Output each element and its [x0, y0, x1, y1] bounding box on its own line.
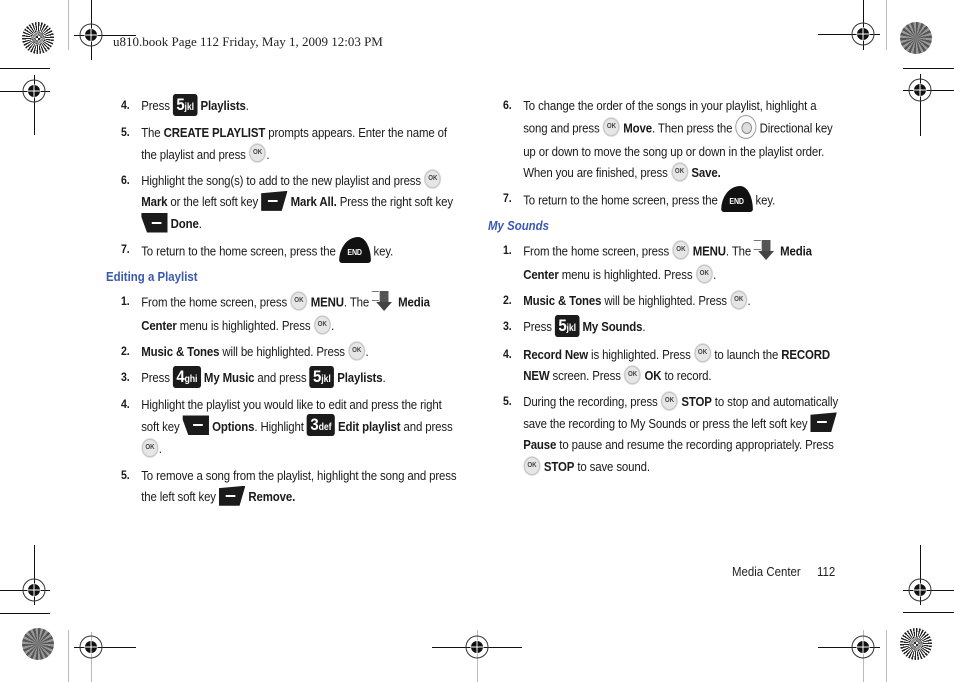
ok-key-icon: OK	[348, 341, 366, 361]
step-text: Press	[141, 98, 170, 113]
step-text: .	[198, 215, 202, 231]
ok-key-icon: OK	[694, 343, 712, 363]
color-bar-star-icon	[22, 628, 54, 660]
crop-line	[0, 613, 50, 614]
step-emphasis: Playlists	[337, 370, 383, 386]
registration-target-icon	[79, 635, 103, 659]
ok-key-icon: OK	[603, 117, 621, 137]
ok-key-icon: OK	[523, 456, 541, 476]
step-emphasis: CREATE PLAYLIST	[163, 125, 266, 141]
step-item	[106, 95, 461, 118]
step-text: To return to the home screen, press the	[523, 192, 718, 208]
crop-line	[903, 612, 954, 613]
step-item	[106, 394, 461, 460]
crop-line	[0, 68, 50, 69]
step-number: 2.	[120, 344, 130, 359]
step-item	[488, 290, 843, 312]
ok-key-icon: OK	[290, 291, 308, 311]
step-text: .	[747, 293, 751, 309]
step-emphasis: Remove.	[248, 489, 296, 505]
color-bar-star-icon	[22, 22, 54, 54]
step-text: . The	[725, 243, 752, 259]
registration-target-icon	[79, 23, 103, 47]
step-text: and press	[403, 418, 453, 434]
color-bar-star-icon	[900, 628, 932, 660]
step-text: To return to the home screen, press the	[141, 243, 336, 259]
step-text: and press	[257, 370, 307, 386]
step-item	[488, 240, 843, 286]
step-text: Directional key up or down to move the song up or down in the playlist order. When you are finished, press	[523, 120, 833, 181]
step-number: 7.	[502, 191, 512, 206]
step-item	[106, 122, 461, 165]
step-emphasis: Edit playlist	[337, 418, 401, 434]
step-emphasis: Media Center	[523, 243, 812, 283]
footer-section-name: Media Center	[732, 564, 801, 579]
step-number: 5.	[120, 125, 130, 140]
step-text: .	[382, 370, 386, 386]
color-bar-star-icon	[900, 22, 932, 54]
step-text: prompts appears. Enter the name of the playlist and press	[141, 125, 447, 162]
step-item	[106, 341, 461, 363]
right-soft-key-icon	[141, 213, 167, 233]
step-emphasis: Save.	[691, 165, 721, 181]
step-text: Highlight the song(s) to add to the new playlist and press	[141, 172, 421, 188]
step-text: Highlight the playlist you would like to edit and press the right soft key	[141, 397, 442, 434]
step-text: .	[642, 319, 646, 335]
key-5-jkl-icon: 5jkl	[555, 315, 580, 337]
step-text: From the home screen, press	[141, 294, 288, 310]
step-emphasis: Done	[170, 215, 199, 231]
ok-key-icon: OK	[141, 438, 159, 458]
step-number: 4.	[120, 397, 130, 412]
step-text: to pause and resume the recording appropriately. Press	[559, 437, 834, 453]
step-text: will be highlighted. Press	[604, 293, 727, 309]
registration-target-icon	[851, 635, 875, 659]
step-number: 3.	[120, 370, 130, 385]
registration-target-icon	[908, 578, 932, 602]
step-text: The	[141, 125, 161, 141]
step-emphasis: RECORD NEW	[523, 346, 831, 384]
step-emphasis: My Sounds	[582, 319, 643, 335]
step-text: .	[713, 267, 717, 283]
step-number: 3.	[502, 319, 512, 334]
ok-key-icon: OK	[624, 365, 642, 385]
ok-key-icon: OK	[672, 240, 690, 260]
registration-target-icon	[22, 578, 46, 602]
ok-key-icon: OK	[671, 162, 689, 182]
ok-key-icon: OK	[424, 169, 442, 189]
step-emphasis: Music & Tones	[523, 293, 602, 309]
key-5-jkl-icon: 5jkl	[173, 94, 198, 116]
registration-target-icon	[851, 22, 875, 46]
end-key-icon: END	[339, 237, 371, 263]
step-emphasis: Music & Tones	[141, 344, 220, 360]
crop-line	[886, 630, 887, 682]
step-emphasis: Move	[623, 120, 653, 136]
step-text: is highlighted. Press	[591, 346, 691, 362]
registration-target-icon	[22, 79, 46, 103]
ok-key-icon: OK	[314, 315, 332, 335]
step-text: To change the order of the songs in your playlist, highlight a song and press	[523, 98, 817, 136]
step-text: During the recording, press	[523, 394, 658, 410]
step-number: 4.	[502, 346, 512, 361]
step-text: to stop and automatically save the recording to My Sounds or press the left soft key	[523, 394, 839, 431]
crop-line	[886, 0, 887, 50]
step-item	[488, 391, 843, 477]
directional-key-icon	[735, 115, 756, 139]
step-text: key.	[373, 243, 394, 259]
step-text: screen. Press	[552, 368, 621, 384]
step-item	[488, 188, 843, 214]
ok-key-icon: OK	[730, 290, 748, 310]
step-text: Press	[523, 319, 552, 335]
step-text: .	[331, 318, 335, 334]
step-text: Press	[141, 370, 170, 386]
step-item	[106, 291, 461, 337]
step-number: 6.	[120, 172, 130, 187]
step-text: will be highlighted. Press	[222, 344, 345, 360]
step-emphasis: Mark All.	[290, 194, 337, 210]
step-text: From the home screen, press	[523, 243, 670, 259]
key-3-def-icon: 3def	[307, 414, 335, 436]
left-soft-key-icon	[810, 412, 836, 432]
step-text: menu is highlighted. Press	[561, 267, 693, 283]
step-text: to save sound.	[577, 459, 650, 474]
step-text: Press the right soft key	[339, 194, 453, 210]
step-emphasis: Record New	[523, 346, 589, 362]
left-soft-key-icon	[261, 191, 287, 211]
step-item	[106, 170, 461, 235]
step-text: to record.	[664, 368, 712, 384]
section-heading-my-sounds: My Sounds	[488, 218, 550, 234]
media-center-icon	[372, 289, 395, 313]
step-text: . Then press the	[652, 120, 733, 136]
step-number: 1.	[502, 243, 512, 258]
step-emphasis: STOP	[681, 394, 712, 410]
key-4-ghi-icon: 4ghi	[173, 366, 201, 388]
step-item	[106, 367, 461, 390]
step-item	[488, 344, 843, 387]
step-number: 1.	[120, 294, 130, 309]
crop-line	[68, 0, 69, 50]
footer-page-number: 112	[817, 564, 836, 579]
left-soft-key-icon	[219, 486, 245, 506]
step-emphasis: Pause	[523, 437, 557, 453]
ok-key-icon: OK	[661, 391, 679, 411]
step-text: .	[266, 146, 270, 162]
step-text: to launch the	[714, 346, 779, 362]
crop-line	[903, 68, 954, 69]
key-5-jkl-icon: 5jkl	[310, 366, 335, 388]
book-slug-line: u810.book Page 112 Friday, May 1, 2009 12:03 PM	[113, 34, 383, 49]
step-number: 2.	[502, 293, 512, 308]
section-heading-editing-playlist: Editing a Playlist	[106, 269, 198, 285]
step-number: 4.	[120, 98, 130, 112]
registration-target-icon	[908, 78, 932, 102]
step-text: . Highlight	[254, 418, 304, 434]
step-number: 6.	[502, 98, 512, 112]
right-soft-key-icon	[183, 415, 209, 435]
right-column	[488, 95, 843, 478]
step-emphasis: MENU	[310, 294, 344, 310]
end-key-icon: END	[721, 186, 753, 212]
media-center-icon	[754, 238, 777, 262]
step-item	[106, 239, 461, 265]
step-text: To remove a song from the playlist, highlight the song and press the left soft key	[141, 467, 457, 505]
step-emphasis: Options	[212, 418, 255, 434]
step-emphasis: Mark	[141, 194, 168, 210]
registration-target-icon	[465, 635, 489, 659]
step-emphasis: Media Center	[141, 294, 430, 334]
step-text: .	[365, 344, 369, 360]
step-number: 5.	[120, 467, 130, 482]
step-number: 7.	[120, 242, 130, 257]
step-text: key.	[755, 192, 776, 208]
step-number: 5.	[502, 394, 512, 409]
step-emphasis: Playlists	[200, 98, 246, 113]
crop-line	[68, 630, 69, 682]
step-text: .	[158, 441, 162, 457]
step-text: . The	[343, 294, 370, 310]
step-item	[106, 465, 461, 508]
ok-key-icon: OK	[696, 264, 714, 284]
step-item	[488, 95, 843, 184]
step-emphasis: MENU	[692, 243, 726, 259]
step-emphasis: OK	[644, 368, 662, 384]
step-text: menu is highlighted. Press	[179, 318, 311, 334]
step-text: or the left soft key	[170, 194, 259, 210]
left-column	[106, 95, 461, 508]
ok-key-icon: OK	[249, 143, 267, 163]
step-emphasis: STOP	[543, 459, 575, 474]
step-emphasis: My Music	[203, 370, 255, 386]
step-item	[488, 316, 843, 339]
step-text: .	[245, 98, 249, 113]
